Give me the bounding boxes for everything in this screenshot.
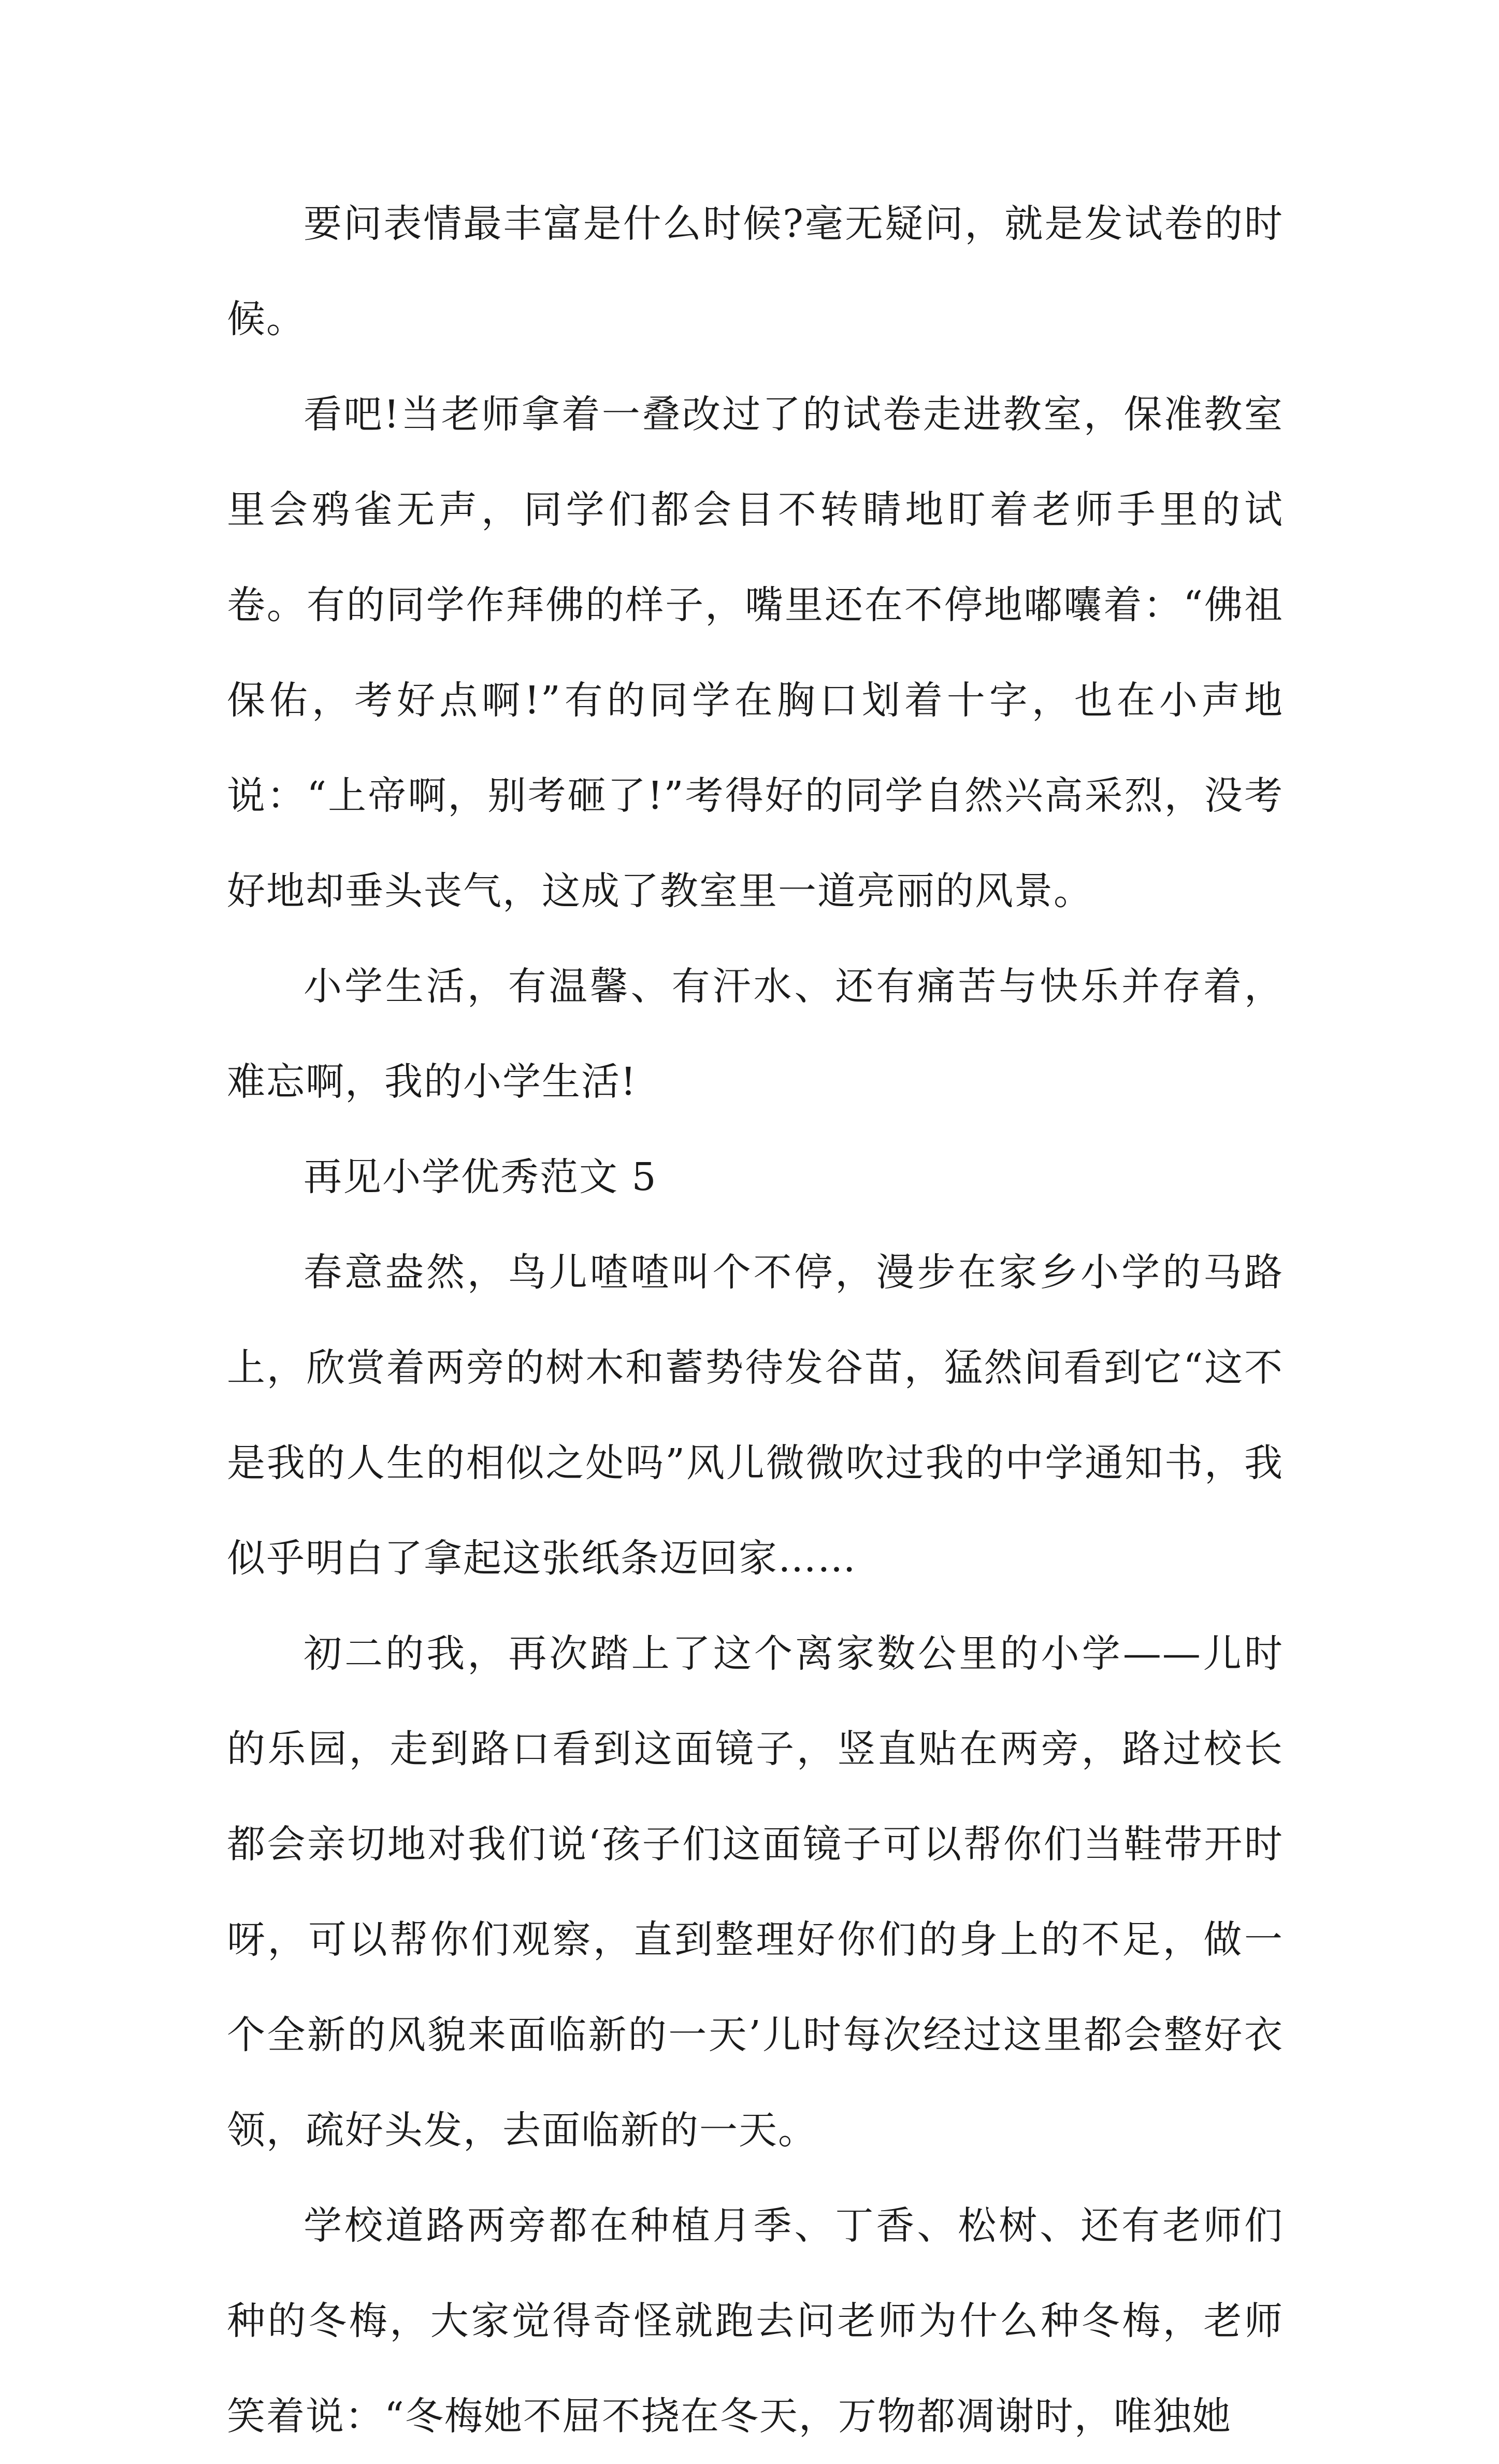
- paragraph-3: 小学生活，有温馨、有汗水、还有痛苦与快乐并存着，难忘啊，我的小学生活!: [227, 964, 1284, 1104]
- document-page: [227, 176, 1284, 2464]
- paragraph-2: 看吧!当老师拿着一叠改过了的试卷走进教室，保准教室里会鸦雀无声，同学们都会目不转睛地盯着老师手里的试卷。有的同学作拜佛的样子，嘴里还在不停地嘟囔着：“佛祖保佑，考好点啊!”有的同学在胸口划着十字，也在小声地说：“上帝啊，别考砸了!”考得好的同学自然兴高采烈，没考好地却垂头丧气，这成了教室里一道亮丽的风景。: [227, 392, 1284, 913]
- paragraph-5: 初二的我，再次踏上了这个离家数公里的小学——儿时的乐园，走到路口看到这面镜子，竖直贴在两旁，路过校长都会亲切地对我们说‘孩子们这面镜子可以帮你们当鞋带开时呀，可以帮你们观察，直到整理好你们的身上的不足，做一个全新的风貌来面临新的一天’儿时每次经过这里都会整好衣领，疏好头发，去面临新的一天。: [227, 1631, 1284, 2153]
- section-heading: 再见小学优秀范文 5: [304, 1155, 657, 1199]
- paragraph-1: 要问表情最丰富是什么时候?毫无疑问，就是发试卷的时候。: [227, 202, 1284, 341]
- paragraph-4: 春意盎然，鸟儿喳喳叫个不停，漫步在家乡小学的马路上，欣赏着两旁的树木和蓄势待发谷苗，猛然间看到它“这不是我的人生的相似之处吗”风儿微微吹过我的中学通知书，我似乎明白了拿起这张纸条迈回家……: [227, 1250, 1284, 1581]
- paragraph-6: 学校道路两旁都在种植月季、丁香、松树、还有老师们种的冬梅，大家觉得奇怪就跑去问老师为什么种冬梅，老师笑着说：“冬梅她不屈不挠在冬天，万物都凋谢时，唯独她: [227, 2203, 1284, 2439]
